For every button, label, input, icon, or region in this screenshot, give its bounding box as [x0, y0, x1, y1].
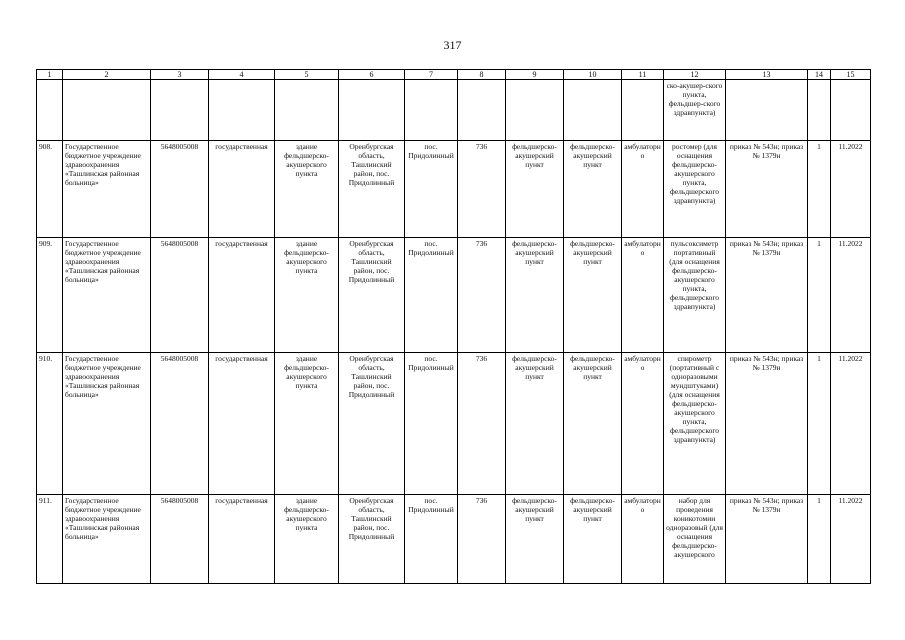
ownership-cell: государственная	[209, 238, 275, 353]
unit-type-cell: фельдшерско-акушерский пункт	[506, 238, 564, 353]
code-cell: 736	[458, 141, 506, 238]
institution-name-cell	[63, 80, 151, 141]
column-header: 3	[151, 70, 209, 80]
column-header: 12	[664, 70, 726, 80]
care-form-cell: амбулаторно	[622, 353, 664, 495]
header-row	[37, 70, 871, 80]
building-cell: здание фельдшерско-акушерского пункта	[275, 238, 339, 353]
institution-name-cell: Государственное бюджетное учреждение здравоохранения «Ташлинская районная больница»	[63, 353, 151, 495]
inn-cell: 5648005008	[151, 238, 209, 353]
care-form-cell: амбулаторно	[622, 141, 664, 238]
building-cell	[275, 80, 339, 141]
inn-cell: 5648005008	[151, 353, 209, 495]
quantity-cell: 1	[808, 238, 831, 353]
unit-profile-cell: фельдшерско-акушерский пункт	[564, 495, 622, 584]
column-header: 5	[275, 70, 339, 80]
table-row	[37, 80, 871, 141]
register-table	[36, 69, 871, 584]
deadline-cell: 11.2022	[831, 238, 871, 353]
unit-type-cell	[506, 80, 564, 141]
unit-type-cell: фельдшерско-акушерский пункт	[506, 353, 564, 495]
deadline-cell: 11.2022	[831, 495, 871, 584]
table-row	[37, 238, 871, 353]
unit-profile-cell: фельдшерско-акушерский пункт	[564, 141, 622, 238]
address-cell: Оренбургская область, Ташлинский район, пос. Придолинный	[339, 495, 405, 584]
row-number-cell: 911.	[37, 495, 63, 584]
care-form-cell: амбулаторно	[622, 495, 664, 584]
deadline-cell	[831, 80, 871, 141]
equipment-cell: набор для проведения коникотомии одноразовый (для оснащения фельдшерско-акушерского	[664, 495, 726, 584]
settlement-cell: пос. Придолинный	[405, 238, 458, 353]
institution-name-cell: Государственное бюджетное учреждение здравоохранения «Ташлинская районная больница»	[63, 495, 151, 584]
ownership-cell: государственная	[209, 495, 275, 584]
unit-type-cell: фельдшерско-акушерский пункт	[506, 495, 564, 584]
building-cell: здание фельдшерско-акушерского пункта	[275, 353, 339, 495]
inn-cell: 5648005008	[151, 141, 209, 238]
page-number: 317	[443, 38, 462, 52]
equipment-cell: спирометр (портативный с одноразовыми мундштуками) (для оснащения фельдшерско-акушерского пункта, фельдшерского здравпункта)	[664, 353, 726, 495]
equipment-cell: пульсоксиметр портативный (для оснащения фельдшерско-акушерского пункта, фельдшерского здравпункта)	[664, 238, 726, 353]
unit-profile-cell	[564, 80, 622, 141]
equipment-cell: ростомер (для оснащения фельдшерско-акушерского пункта, фельдшерского здравпункта)	[664, 141, 726, 238]
quantity-cell: 1	[808, 141, 831, 238]
deadline-cell: 11.2022	[831, 141, 871, 238]
equipment-cell: ско-акушер-ского пункта, фельдшер-ского здравпункта)	[664, 80, 726, 141]
column-header: 9	[506, 70, 564, 80]
quantity-cell: 1	[808, 495, 831, 584]
column-header: 4	[209, 70, 275, 80]
column-header: 1	[37, 70, 63, 80]
institution-name-cell: Государственное бюджетное учреждение здравоохранения «Ташлинская районная больница»	[63, 141, 151, 238]
address-cell	[339, 80, 405, 141]
table-row	[37, 353, 871, 495]
legal-basis-cell	[726, 80, 808, 141]
building-cell: здание фельдшерско-акушерского пункта	[275, 495, 339, 584]
row-number-cell: 909.	[37, 238, 63, 353]
column-header: 15	[831, 70, 871, 80]
quantity-cell: 1	[808, 353, 831, 495]
column-header: 13	[726, 70, 808, 80]
settlement-cell: пос. Придолинный	[405, 495, 458, 584]
address-cell: Оренбургская область, Ташлинский район, пос. Придолинный	[339, 238, 405, 353]
column-header: 7	[405, 70, 458, 80]
ownership-cell: государственная	[209, 353, 275, 495]
inn-cell	[151, 80, 209, 141]
settlement-cell: пос. Придолинный	[405, 141, 458, 238]
care-form-cell	[622, 80, 664, 141]
deadline-cell: 11.2022	[831, 353, 871, 495]
column-header: 14	[808, 70, 831, 80]
table-row	[37, 495, 871, 584]
institution-name-cell: Государственное бюджетное учреждение здравоохранения «Ташлинская районная больница»	[63, 238, 151, 353]
legal-basis-cell: приказ № 543н; приказ № 1379н	[726, 353, 808, 495]
legal-basis-cell: приказ № 543н; приказ № 1379н	[726, 141, 808, 238]
legal-basis-cell: приказ № 543н; приказ № 1379н	[726, 495, 808, 584]
row-number-cell: 910.	[37, 353, 63, 495]
column-header: 11	[622, 70, 664, 80]
address-cell: Оренбургская область, Ташлинский район, пос. Придолинный	[339, 353, 405, 495]
code-cell: 736	[458, 238, 506, 353]
column-header: 8	[458, 70, 506, 80]
table-row	[37, 141, 871, 238]
column-header: 6	[339, 70, 405, 80]
ownership-cell	[209, 80, 275, 141]
unit-profile-cell: фельдшерско-акушерский пункт	[564, 353, 622, 495]
settlement-cell: пос. Придолинный	[405, 353, 458, 495]
building-cell: здание фельдшерско-акушерского пункта	[275, 141, 339, 238]
inn-cell: 5648005008	[151, 495, 209, 584]
row-number-cell	[37, 80, 63, 141]
code-cell: 736	[458, 353, 506, 495]
code-cell: 736	[458, 495, 506, 584]
ownership-cell: государственная	[209, 141, 275, 238]
unit-profile-cell: фельдшерско-акушерский пункт	[564, 238, 622, 353]
address-cell: Оренбургская область, Ташлинский район, пос. Придолинный	[339, 141, 405, 238]
legal-basis-cell: приказ № 543н; приказ № 1379н	[726, 238, 808, 353]
column-header: 2	[63, 70, 151, 80]
row-number-cell: 908.	[37, 141, 63, 238]
quantity-cell	[808, 80, 831, 141]
code-cell	[458, 80, 506, 141]
column-header: 10	[564, 70, 622, 80]
settlement-cell	[405, 80, 458, 141]
unit-type-cell: фельдшерско-акушерский пункт	[506, 141, 564, 238]
care-form-cell: амбулаторно	[622, 238, 664, 353]
